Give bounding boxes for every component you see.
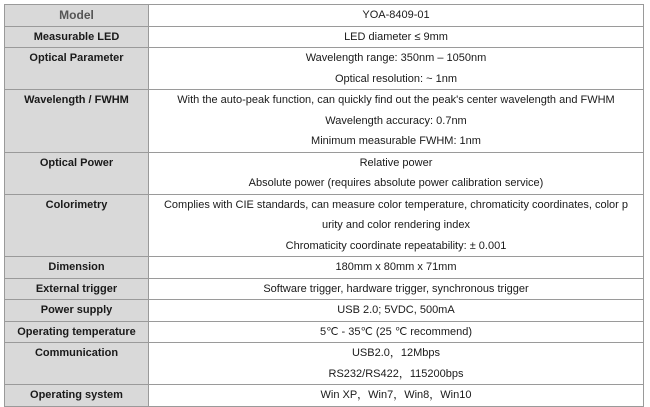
row-label: Dimension [5,257,149,279]
value-line: 5℃ - 35℃ (25 ℃ recommend) [320,325,472,338]
row-value [149,194,644,257]
row-value [149,48,644,90]
value-line: RS232/RS422，115200bps [328,367,464,380]
row-value [149,26,644,48]
row-value [149,90,644,153]
table-row [5,278,644,300]
row-value [149,152,644,194]
row-label: Operating temperature [5,321,149,343]
row-label: Colorimetry [5,194,149,257]
row-label: Communication [5,343,149,385]
row-label: Model [5,5,149,27]
value-line: Optical resolution: ~ 1nm [335,72,457,85]
row-label: Measurable LED [5,26,149,48]
table-row [5,257,644,279]
row-value [149,321,644,343]
row-value [149,343,644,385]
table-row [5,48,644,90]
row-label: Optical Power [5,152,149,194]
value-line: Chromaticity coordinate repeatability: ± 0.001 [285,239,507,252]
value-line: Software trigger, hardware trigger, synchronous trigger [263,282,529,295]
table-row [5,194,644,257]
row-label: Wavelength / FWHM [5,90,149,153]
table-row [5,90,644,153]
value-line: YOA-8409-01 [362,9,430,21]
value-line: Complies with CIE standards, can measure color temperature, chromaticity coordinates, color p [163,198,629,211]
value-line: Win XP，Win7，Win8，Win10 [320,389,472,401]
table-row [5,5,644,27]
value-line: Relative power [359,156,433,169]
table-row [5,343,644,385]
row-label: Optical Parameter [5,48,149,90]
table-row [5,26,644,48]
value-line: Wavelength range: 350nm – 1050nm [305,52,487,64]
value-line: LED diameter ≤ 9mm [344,30,448,43]
table-row [5,300,644,322]
value-line: Absolute power (requires absolute power calibration service) [248,177,544,189]
spec-table [4,4,644,407]
value-line: With the auto-peak function, can quickly find out the peak's center wavelength and FWHM [177,94,615,106]
value-line: USB 2.0; 5VDC, 500mA [337,304,455,316]
value-line: 180mm x 80mm x 71mm [335,261,457,273]
value-line: USB2.0，12Mbps [351,347,441,359]
row-value [149,278,644,300]
row-value [149,300,644,322]
row-label: Power supply [5,300,149,322]
table-row [5,152,644,194]
row-label: Operating system [5,385,149,407]
row-label: External trigger [5,278,149,300]
table-row [5,321,644,343]
value-line: Minimum measurable FWHM: 1nm [311,135,481,147]
row-value [149,257,644,279]
value-line: urity and color rendering index [322,219,470,231]
value-line: Wavelength accuracy: 0.7nm [325,114,467,127]
row-value [149,5,644,27]
